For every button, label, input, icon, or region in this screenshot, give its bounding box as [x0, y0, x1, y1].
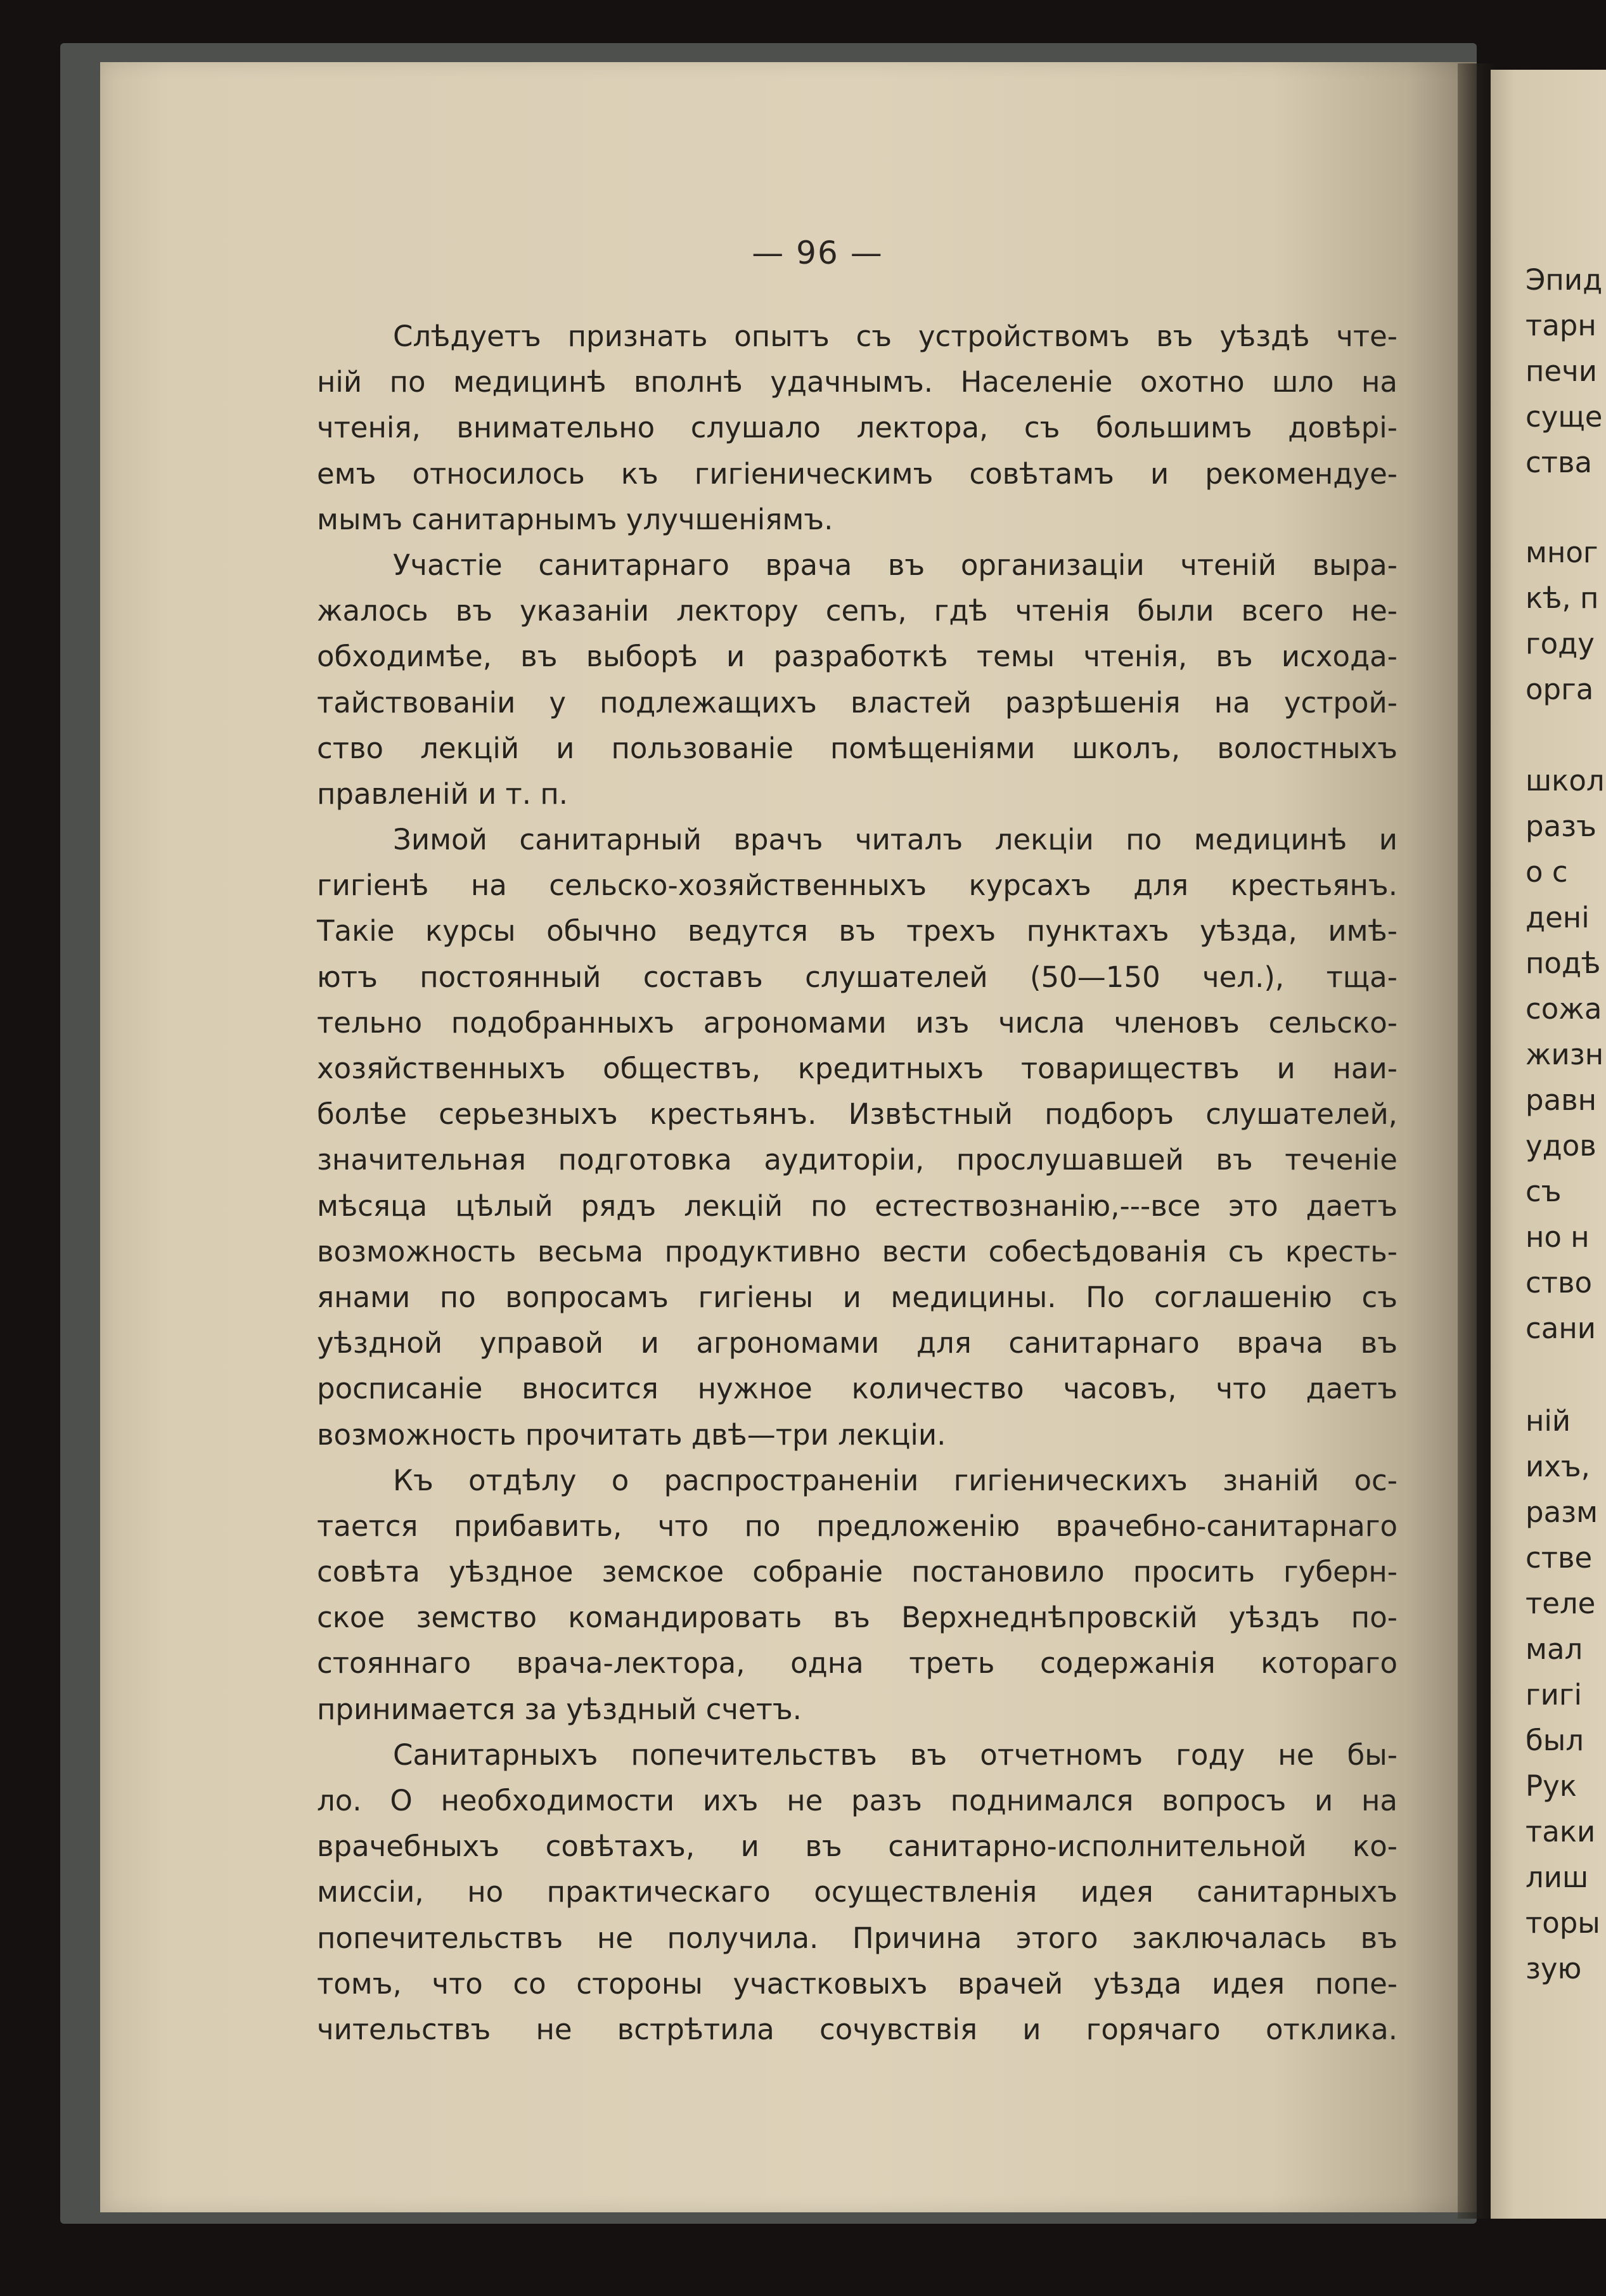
right-text-fragment: тарн [1526, 309, 1596, 342]
text-line: жалось въ указанiи лектору сепъ, гдѣ чтенiя были всего не- [317, 594, 1397, 628]
right-text-fragment: разъ [1526, 809, 1596, 843]
right-text-fragment: таки [1526, 1815, 1596, 1848]
text-line: правленiй и т. п. [317, 777, 569, 811]
right-text-fragment: суще [1526, 400, 1603, 434]
right-text-fragment: зую [1526, 1952, 1582, 1985]
right-text-fragment: ихъ, [1526, 1450, 1590, 1483]
right-text-fragment: школ [1526, 764, 1605, 797]
text-line: мымъ санитарнымъ улучшенiямъ. [317, 502, 833, 536]
right-text-fragment: сани [1526, 1312, 1596, 1345]
right-text-fragment: орга [1526, 673, 1594, 706]
text-line: мѣсяца цѣлый рядъ лекцiй по естествознанiю,---все это даетъ [317, 1189, 1397, 1223]
text-line: янами по вопросамъ гигiены и медицины. По соглашенiю съ [317, 1280, 1397, 1314]
text-line: емъ относилось къ гигiеническимъ совѣтамъ и рекомендуе- [317, 456, 1397, 491]
text-line: ство лекцiй и пользованiе помѣщенiями школъ, волостныхъ [317, 731, 1397, 765]
text-line: гигiенѣ на сельско-хозяйственныхъ курсахъ для крестьянъ. [317, 868, 1397, 903]
text-line: Такiе курсы обычно ведутся въ трехъ пунктахъ уѣзда, имѣ- [317, 914, 1397, 948]
text-line: ло. О необходимости ихъ не разъ поднимался вопросъ и на [317, 1784, 1397, 1817]
text-line: совѣта уѣздное земское собранiе постановило просить губерн- [317, 1555, 1397, 1589]
right-text-fragment: удов [1526, 1129, 1596, 1163]
right-text-fragment: съ [1526, 1175, 1562, 1208]
text-line: болѣе серьезныхъ крестьянъ. Извѣстный подборъ слушателей, [317, 1097, 1397, 1132]
right-text-fragment: ства [1526, 446, 1593, 479]
text-line: миссiи, но практическаго осуществленiя идея санитарныхъ [317, 1875, 1397, 1909]
text-line: тается прибавить, что по предложенiю врачебно-санитарнаго [317, 1509, 1397, 1543]
right-text-fragment: о с [1526, 855, 1568, 889]
text-line: возможность прочитать двѣ—три лекцiи. [317, 1417, 946, 1452]
text-line: попечительствъ не получила. Причина этого заключалась въ [317, 1921, 1397, 1955]
text-line: Зимой санитарный врачъ читалъ лекцiи по медицинѣ и [393, 823, 1397, 857]
right-text-fragment: печи [1526, 354, 1597, 388]
right-text-fragment: равн [1526, 1083, 1597, 1117]
text-line: росписанiе вносится нужное количество часовъ, что даетъ [317, 1372, 1397, 1406]
right-text-fragment: стве [1526, 1541, 1593, 1575]
page-number: — 96 — [752, 235, 883, 271]
right-text-fragment: жизн [1526, 1038, 1604, 1071]
right-text-fragment: но н [1526, 1220, 1590, 1254]
text-line: ское земство командировать въ Верхнеднѣпровскiй уѣздъ по- [317, 1601, 1397, 1635]
right-text-fragment: мног [1526, 536, 1598, 569]
text-line: обходимѣе, въ выборѣ и разработкѣ темы чтенiя, въ исхода- [317, 640, 1397, 674]
text-line: Слѣдуетъ признать опытъ съ устройствомъ въ уѣздѣ чте- [393, 319, 1397, 353]
text-line: Санитарныхъ попечительствъ въ отчетномъ году не бы- [393, 1738, 1397, 1772]
right-text-fragment: ство [1526, 1266, 1593, 1300]
text-line: томъ, что со стороны участковыхъ врачей уѣзда идея попе- [317, 1966, 1397, 2001]
right-text-fragment: Рук [1526, 1769, 1577, 1803]
right-text-fragment: теле [1526, 1587, 1596, 1620]
page-body-text [317, 314, 1397, 2053]
right-text-fragment: разм [1526, 1495, 1598, 1529]
text-line: возможность весьма продуктивно вести собесѣдованiя съ кресть- [317, 1234, 1397, 1268]
right-text-fragment: торы [1526, 1906, 1600, 1940]
text-line: принимается за уѣздный счетъ. [317, 1692, 802, 1726]
text-line: Участiе санитарнаго врача въ организацiи чтенiй выра- [393, 548, 1397, 582]
text-line: хозяйственныхъ обществъ, кредитныхъ товариществъ и наи- [317, 1052, 1397, 1085]
right-text-fragment: Эпид [1526, 263, 1603, 297]
right-text-fragment: году [1526, 627, 1595, 661]
text-line: уѣздной управой и агрономами для санитарнаго врача въ [317, 1326, 1397, 1360]
right-text-fragment: мал [1526, 1632, 1583, 1666]
right-page [1491, 70, 1606, 2219]
text-line: ютъ постоянный составъ слушателей (50—150 чел.), тща- [317, 960, 1397, 994]
book-gutter [1458, 63, 1496, 2219]
right-text-fragment: был [1526, 1724, 1584, 1757]
text-line: чтенiя, внимательно слушало лектора, съ большимъ довѣрi- [317, 411, 1397, 445]
text-line: стояннаго врача-лектора, одна треть содержанiя котораго [317, 1646, 1397, 1680]
text-line: чительствъ не встрѣтила сочувствiя и горячаго отклика. [317, 2012, 1397, 2046]
text-line: тельно подобранныхъ агрономами изъ числа членовъ сельско- [317, 1005, 1397, 1040]
text-line: Къ отдѣлу о распространенiи гигiеническихъ знанiй ос- [393, 1463, 1397, 1497]
right-text-fragment: лиш [1526, 1861, 1589, 1894]
right-text-fragment: гигi [1526, 1678, 1583, 1712]
right-text-fragment: сожа [1526, 992, 1602, 1026]
text-line: врачебныхъ совѣтахъ, и въ санитарно-исполнительной ко- [317, 1829, 1397, 1864]
right-text-fragment: денi [1526, 901, 1590, 934]
text-line: значительная подготовка аудиторiи, прослушавшей въ теченiе [317, 1143, 1397, 1177]
text-line: нiй по медицинѣ вполнѣ удачнымъ. Населенiе охотно шло на [317, 365, 1397, 399]
text-line: тайствованiи у подлежащихъ властей разрѣшенiя на устрой- [317, 685, 1397, 719]
right-text-fragment: нiй [1526, 1404, 1571, 1438]
right-text-fragment: подѣ [1526, 946, 1601, 980]
right-text-fragment: кѣ, п [1526, 581, 1599, 615]
